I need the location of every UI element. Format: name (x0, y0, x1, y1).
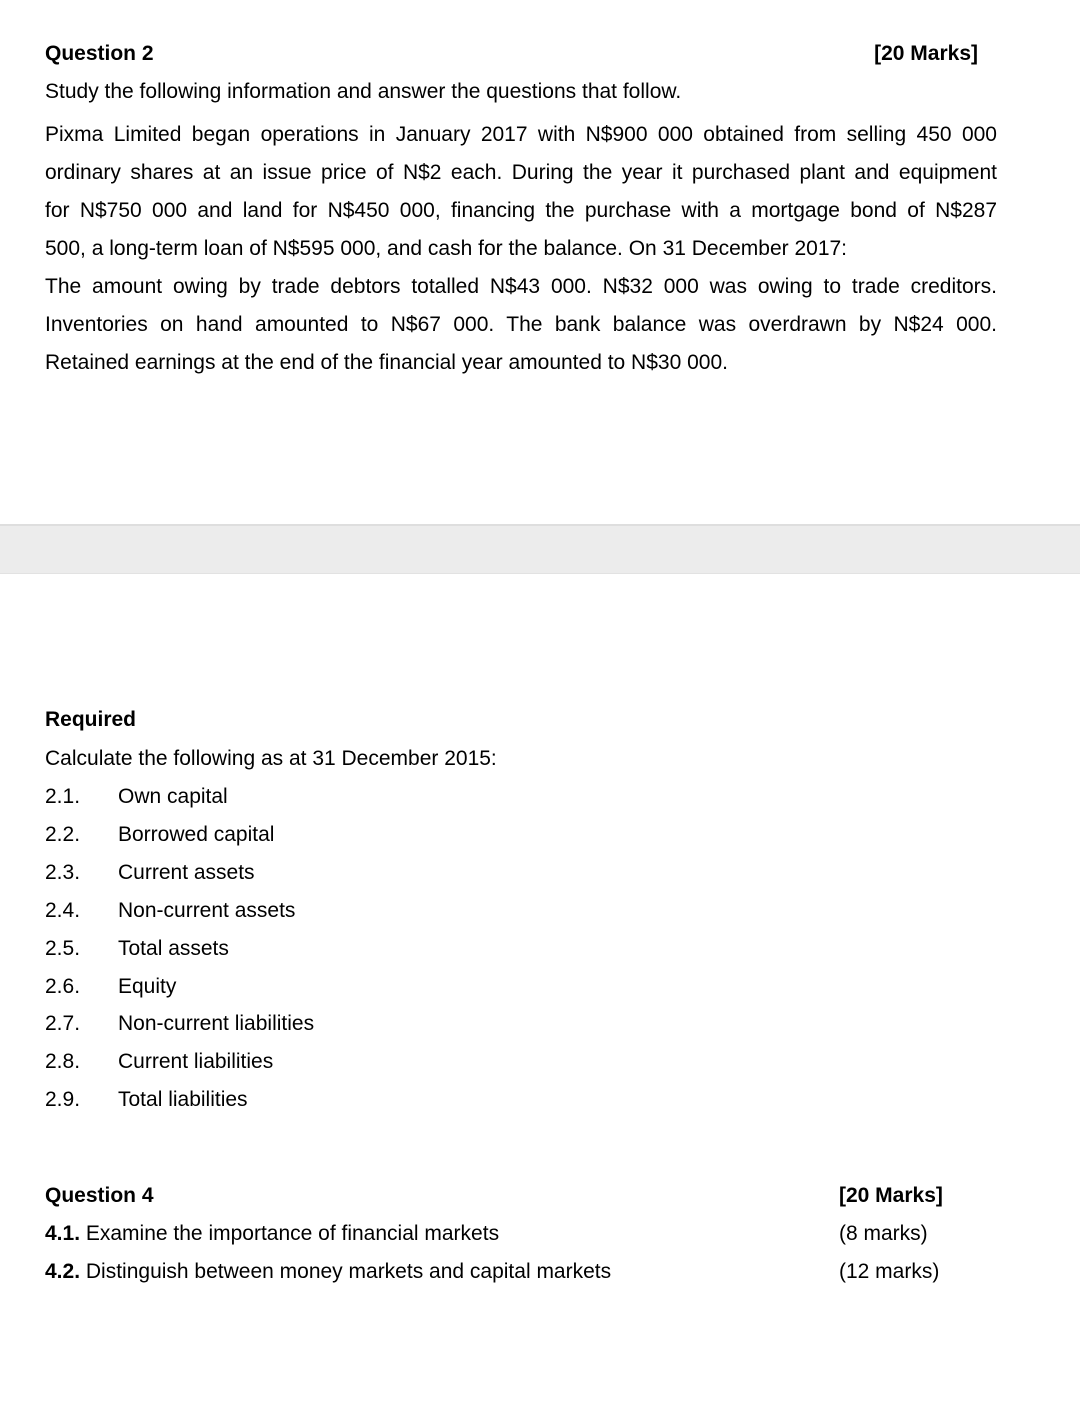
item-number: 2.9. (45, 1088, 81, 1111)
item-number: 2.4. (45, 899, 81, 922)
page-separator (0, 524, 1080, 574)
question-4-marks: [20 Marks] (839, 1184, 943, 1207)
item-text: Equity (118, 975, 177, 998)
required-heading: Required (45, 708, 137, 731)
item-text: Non-current liabilities (118, 1012, 315, 1035)
item-number: 2.8. (45, 1050, 81, 1073)
item-number: 2.5. (45, 937, 81, 960)
item-marks: (8 marks) (839, 1222, 928, 1245)
item-number: 2.2. (45, 823, 81, 846)
item-number: 2.3. (45, 861, 81, 884)
question-2-scenario (45, 116, 997, 382)
item-text: Total liabilities (118, 1088, 248, 1111)
question-2-title: Question 2 (45, 42, 154, 65)
question-2-instruction: Study the following information and answer the questions that follow. (45, 80, 682, 103)
document-page-2 (0, 574, 1080, 1427)
question-4-item (45, 1222, 499, 1246)
item-number: 2.1. (45, 785, 81, 808)
item-text: Current assets (118, 861, 255, 884)
question-4-title: Question 4 (45, 1184, 154, 1207)
item-number: 2.7. (45, 1012, 81, 1035)
scenario-line: ordinary shares at an issue price of N$2 each. During the year it purchased plant and equipment (45, 161, 997, 184)
item-text: Total assets (118, 937, 229, 960)
scenario-line: for N$750 000 and land for N$450 000, financing the purchase with a mortgage bond of N$287 (45, 199, 997, 222)
scenario-line: The amount owing by trade debtors totalled N$43 000. N$32 000 was owing to trade creditors. (45, 275, 997, 298)
item-marks: (12 marks) (839, 1260, 940, 1283)
scenario-line: Retained earnings at the end of the financial year amounted to N$30 000. (45, 351, 728, 374)
item-number: 2.6. (45, 975, 81, 998)
item-text: Distinguish between money markets and capital markets (85, 1260, 612, 1283)
item-text: Current liabilities (118, 1050, 274, 1073)
scenario-line: Pixma Limited began operations in January 2017 with N$900 000 obtained from selling 450 000 (45, 123, 997, 146)
question-2-marks: [20 Marks] (874, 42, 978, 65)
item-number: 4.2. (45, 1260, 81, 1283)
item-text: Non-current assets (118, 899, 296, 922)
item-text: Borrowed capital (118, 823, 275, 846)
question-4-item (45, 1260, 611, 1284)
document-page-1 (0, 0, 1080, 524)
item-text: Examine the importance of financial markets (85, 1222, 500, 1245)
required-intro: Calculate the following as at 31 December 2015: (45, 747, 497, 770)
scenario-line: 500, a long-term loan of N$595 000, and cash for the balance. On 31 December 2017: (45, 237, 848, 260)
scenario-line: Inventories on hand amounted to N$67 000. The bank balance was overdrawn by N$24 000. (45, 313, 997, 336)
item-text: Own capital (118, 785, 228, 808)
item-number: 4.1. (45, 1222, 81, 1245)
